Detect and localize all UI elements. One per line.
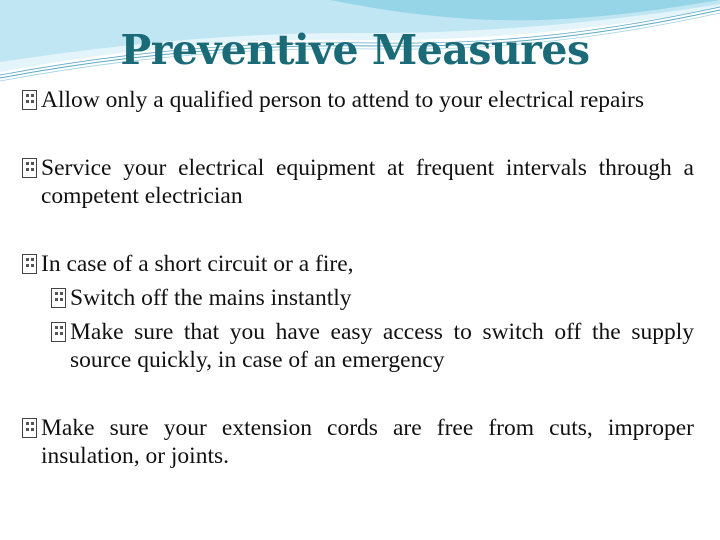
sub-bullet-item — [22, 284, 694, 312]
sub-bullet-text: Make sure that you have easy access to switch off the supply source quickly, in case of an emergency — [70, 319, 694, 373]
bullet-glyph-icon — [22, 90, 37, 110]
bullet-item — [22, 154, 694, 210]
sub-bullet-item — [22, 318, 694, 374]
bullet-glyph-icon — [51, 322, 66, 342]
bullet-glyph-icon — [51, 288, 66, 308]
bullet-glyph-icon — [22, 158, 37, 178]
bullet-item — [22, 250, 694, 278]
bullet-text: Make sure your extension cords are free from cuts, improper insulation, or joints. — [41, 415, 694, 469]
bullet-text: In case of a short circuit or a fire, — [41, 251, 354, 277]
bullet-list — [22, 86, 694, 470]
bullet-item — [22, 414, 694, 470]
sub-bullet-text: Switch off the mains instantly — [70, 285, 352, 311]
bullet-item — [22, 86, 694, 114]
bullet-glyph-icon — [22, 418, 37, 438]
bullet-glyph-icon — [22, 254, 37, 274]
slide-title: Preventive Measures — [120, 26, 590, 74]
bullet-text: Service your electrical equipment at frequent intervals through a competent electrician — [41, 155, 694, 209]
bullet-text: Allow only a qualified person to attend to your electrical repairs — [41, 87, 644, 113]
